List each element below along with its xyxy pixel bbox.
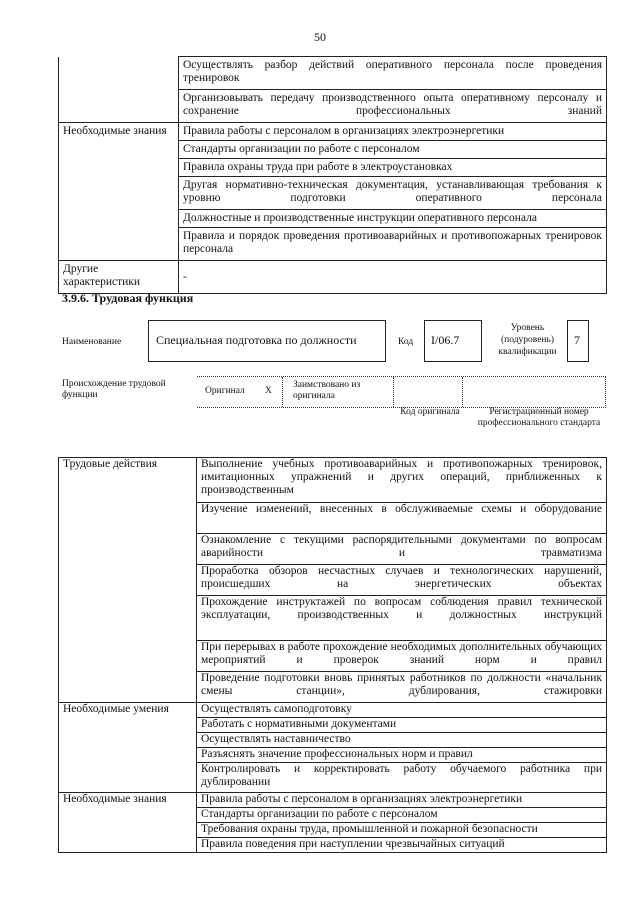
table-cell: Разъяснять значение профессиональных норм и правил <box>197 748 607 763</box>
table-cell: Осуществлять наставничество <box>197 733 607 748</box>
divider <box>282 377 284 407</box>
original-mark: X <box>265 386 272 396</box>
divider <box>393 377 395 407</box>
original-label: Оригинал <box>205 386 245 396</box>
code-caption: Код оригинала <box>400 407 460 417</box>
table-cell: Правила охраны труда при работе в электроустановках <box>179 159 607 177</box>
divider <box>462 377 464 407</box>
table-row <box>59 458 607 503</box>
table-cell: Прохождение инструктажей по вопросам соблюдения правил технической эксплуатации, производственных и должностных инструкций <box>197 596 607 641</box>
origin-label: Происхождение трудовой функции <box>62 379 166 400</box>
table-cell: Правила поведения при наступлении чрезвычайных ситуаций <box>197 838 607 853</box>
table-cell: Изучение изменений, внесенных в обслуживаемые схемы и оборудование <box>197 503 607 534</box>
table-cell: Правила работы с персоналом в организациях электроэнергетики <box>197 793 607 808</box>
table-cell: При перерывах в работе прохождение необходимых дополнительных обучающих мероприятий и проверок знаний норм и правил <box>197 641 607 672</box>
level-value-box <box>567 320 589 362</box>
skills-label: Необходимые умения <box>59 703 197 793</box>
table-cell: Правила работы с персоналом в организациях электроэнергетики <box>179 123 607 141</box>
table-cell: Должностные и производственные инструкции оперативного персонала <box>179 210 607 228</box>
table-cell: Осуществлять разбор действий оперативного персонала после проведения тренировок <box>179 57 607 90</box>
table-row <box>59 123 607 141</box>
requirements-table <box>58 457 607 853</box>
table-cell: Организовывать передачу производственного опыта оперативному персоналу и сохранение профессиональных знаний <box>179 90 607 123</box>
table-cell: Стандарты организации по работе с персоналом <box>179 141 607 159</box>
actions-label: Трудовые действия <box>59 458 197 703</box>
table-row <box>59 793 607 808</box>
knowledge-label: Необходимые знания <box>59 123 179 261</box>
page-number: 50 <box>314 30 326 44</box>
level-label: Уровень (подуровень) квалификации <box>498 323 557 357</box>
name-value-box <box>148 320 386 362</box>
other-value: - <box>179 261 607 294</box>
empty-label-cell <box>59 57 179 123</box>
table-cell: Работать с нормативными документами <box>197 718 607 733</box>
other-label: Другие характеристики <box>59 261 179 294</box>
table-row <box>59 703 607 718</box>
table-cell: Проведение подготовки вновь принятых работников по должности «начальник смены станции», дублирования, стажировки <box>197 672 607 703</box>
requirements-table-continued <box>58 56 607 294</box>
borrowed-label: Заимствовано из оригинала <box>293 380 361 401</box>
table-cell: Стандарты организации по работе с персоналом <box>197 808 607 823</box>
table-cell: Контролировать и корректировать работу обучаемого работника при дублировании <box>197 763 607 793</box>
table-row <box>59 261 607 294</box>
table-cell: Проработка обзоров несчастных случаев и технологических нарушений, происшедших на энергетических объектах <box>197 565 607 596</box>
table-cell: Осуществлять самоподготовку <box>197 703 607 718</box>
code-label: Код <box>398 337 414 347</box>
reg-caption: Регистрационный номер профессионального стандарта <box>477 407 601 428</box>
code-value-box <box>424 320 482 362</box>
table-cell: Требования охраны труда, промышленной и пожарной безопасности <box>197 823 607 838</box>
knowledge-label-2: Необходимые знания <box>59 793 197 853</box>
section-title: 3.9.6. Трудовая функция <box>62 291 194 305</box>
level-value: 7 <box>574 333 580 347</box>
code-value: I/06.7 <box>431 333 460 347</box>
table-row <box>59 57 607 90</box>
name-value: Специальная подготовка по должности <box>156 333 357 347</box>
table-cell: Правила и порядок проведения противоаварийных и противопожарных тренировок персонала <box>179 228 607 261</box>
name-label: Наименование <box>62 337 122 347</box>
origin-box <box>197 376 606 408</box>
table-cell: Другая нормативно-техническая документация, устанавливающая требования к уровню подготовки оперативного персонала <box>179 177 607 210</box>
table-cell: Ознакомление с текущими распорядительными документами по вопросам аварийности и травматизма <box>197 534 607 565</box>
table-cell: Выполнение учебных противоаварийных и противопожарных тренировок, имитационных упражнений и других операций, приближенных к производственным <box>197 458 607 503</box>
